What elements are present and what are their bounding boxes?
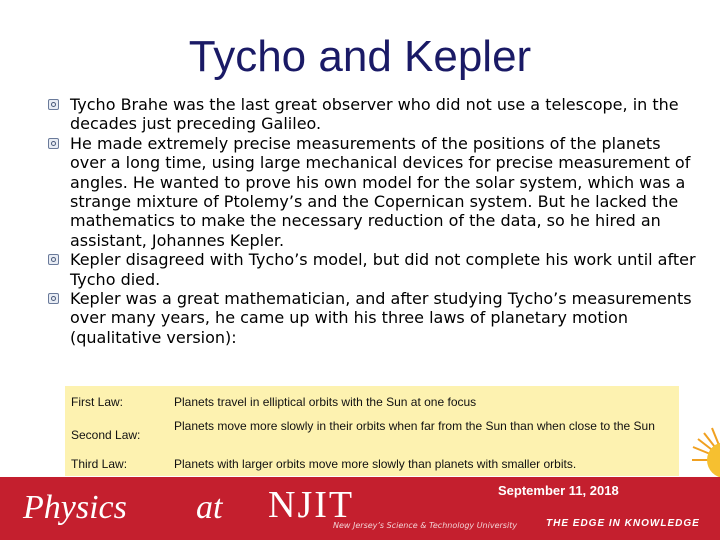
bullet-item: [0, 250, 700, 289]
law-name: First Law:: [71, 395, 124, 409]
bullet-text: Kepler was a great mathematician, and after studying Tycho’s measurements over many years, he came up with his three laws of planetary motion (qualitative version):: [70, 289, 692, 347]
bullet-list: [0, 95, 700, 347]
bullet-item: [0, 95, 700, 134]
bullet-text: Kepler disagreed with Tycho’s model, but did not complete his work until after Tycho died.: [70, 250, 696, 289]
bullet-item: [0, 134, 700, 250]
bullet-text: He made extremely precise measurements of the positions of the planets over a long time, using large mechanical devices for precise measurement of angles. He wanted to prove his own model for the solar system, which was a strange mixture of Ptolemy’s and the Copernican system. But he lacked the mathematics to make the necessary reduction of the data, so he hired an assistant, Johannes Kepler.: [70, 133, 691, 250]
slide-date: September 11, 2018: [498, 483, 619, 498]
checkbox-bullet-icon: [48, 138, 59, 149]
law-name: Second Law:: [71, 428, 141, 442]
physics-logo-text: Physics: [23, 489, 127, 526]
checkbox-bullet-icon: [48, 99, 59, 110]
bullet-item: [0, 289, 700, 347]
law-description: Planets travel in elliptical orbits with the Sun at one focus: [174, 395, 477, 409]
njit-tagline: New Jersey’s Science & Technology University: [333, 521, 518, 530]
law-description: Planets with larger orbits move more slowly than planets with smaller orbits.: [174, 457, 577, 471]
slide-title: Tycho and Kepler: [188, 32, 532, 81]
slogan: THE EDGE IN KNOWLEDGE: [546, 518, 700, 529]
at-logo-text: at: [196, 489, 223, 526]
kepler-laws-table: [65, 386, 679, 476]
law-name: Third Law:: [71, 457, 128, 471]
footer-bar: [0, 477, 720, 540]
law-description: Planets move more slowly in their orbits when far from the Sun than when close to the Sun: [174, 419, 655, 433]
checkbox-bullet-icon: [48, 254, 59, 265]
checkbox-bullet-icon: [48, 293, 59, 304]
bullet-text: Tycho Brahe was the last great observer who did not use a telescope, in the decades just preceding Galileo.: [70, 95, 679, 134]
njit-logo: NJIT: [268, 484, 355, 526]
